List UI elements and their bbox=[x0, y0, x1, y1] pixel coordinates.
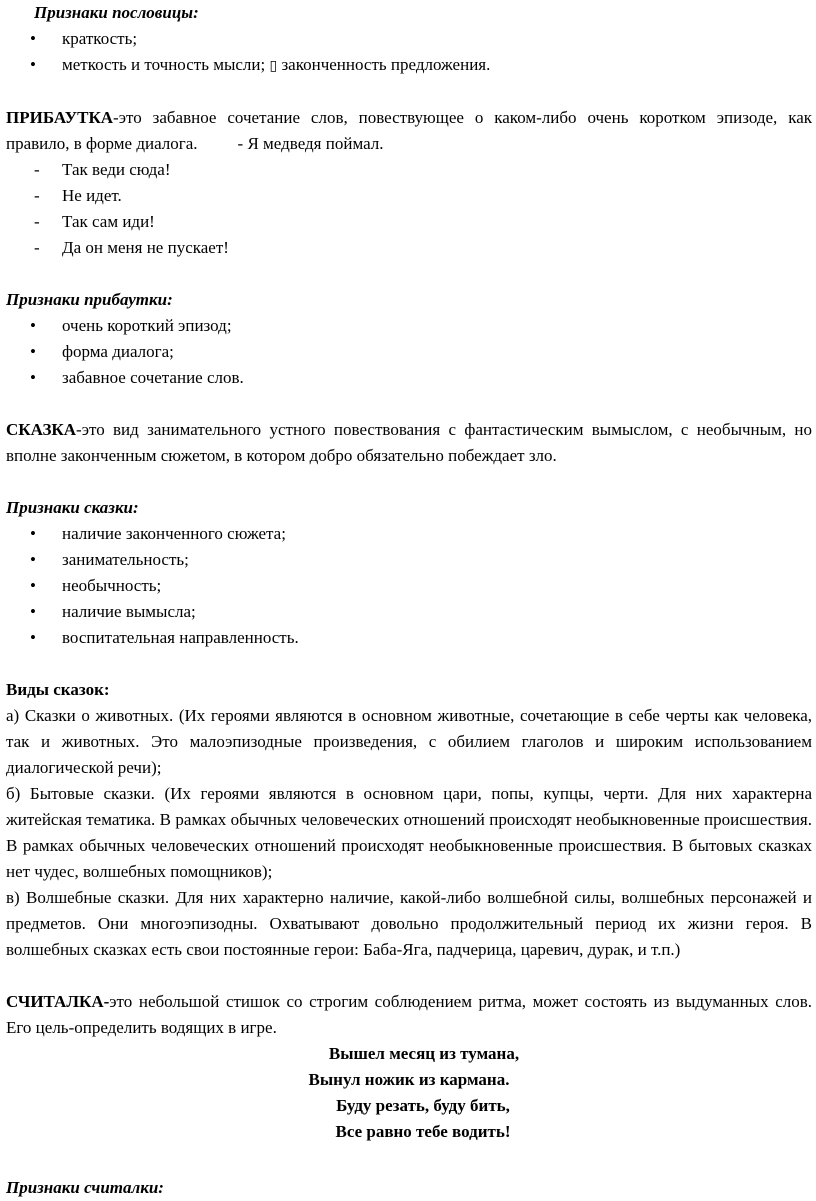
poem-line: Вышел месяц из тумана, bbox=[328, 1044, 520, 1063]
list-item-text: законченность предложения. bbox=[281, 55, 491, 74]
pributka-dialog bbox=[6, 157, 812, 261]
list-item: • наличие законченного сюжета; bbox=[6, 521, 812, 547]
list-item: • наличие вымысла; bbox=[6, 599, 812, 625]
list-item: • занимательность; bbox=[6, 547, 812, 573]
proverb-features-heading: Признаки пословицы: bbox=[34, 3, 199, 22]
dialog-first-line: - Я медведя поймал. bbox=[237, 134, 384, 153]
definition-text: -это забавное сочетание слов, повествующее о каком-либо очень коротком эпизоде, как правило, в форме диалога. bbox=[6, 108, 812, 153]
skazka-type-household: б) Бытовые сказки. (Их героями являются в основном цари, попы, купцы, черти. Для них характерна житейская тематика. В рамках обычных человеческих отношений происходят необыкновенные происшествия. В рамках обычных человеческих отношений происходят необыкновенные происшествия. В бытовых сказках нет чудес, волшебных помощников); bbox=[6, 784, 812, 881]
definition-text: -это вид занимательного устного повествования с фантастическим вымыслом, с необычным, но вполне законченным сюжетом, в котором добро обязательно побеждает зло. bbox=[6, 420, 812, 465]
term: СКАЗКА bbox=[6, 420, 77, 439]
missing-glyph-icon: ▯ bbox=[269, 58, 278, 74]
list-item: • краткость; bbox=[6, 26, 812, 52]
list-item: • очень короткий эпизод; bbox=[6, 313, 812, 339]
list-item: - Так веди сюда! bbox=[6, 157, 812, 183]
skazka-type-animals: а) Сказки о животных. (Их героями являются в основном животные, сочетающие в себе черты как человека, так и животных. Это малоэпизодные произведения, с обилием глаголов и широким использованием диалогической речи); bbox=[6, 706, 812, 777]
list-item: - Так сам иди! bbox=[6, 209, 812, 235]
term: ПРИБАУТКА bbox=[6, 108, 114, 127]
list-item: • форма диалога; bbox=[6, 339, 812, 365]
schitalka-features-heading: Признаки считалки: bbox=[6, 1178, 164, 1197]
skazka-types-heading: Виды сказок: bbox=[6, 680, 110, 699]
list-item: • забавное сочетание слов. bbox=[6, 365, 812, 391]
skazka-definition bbox=[6, 417, 812, 469]
schitalka-poem bbox=[6, 1041, 812, 1145]
definition-text: это небольшой стишок со строгим соблюдением ритма, может состоять из выдуманных слов. Его цель-определить водящих в игре. bbox=[6, 992, 812, 1037]
poem-line: Все равно тебе водить! bbox=[335, 1122, 511, 1141]
poem-line: Буду резать, буду бить, bbox=[336, 1096, 510, 1115]
list-item: • необычность; bbox=[6, 573, 812, 599]
skazka-type-magic: в) Волшебные сказки. Для них характерно наличие, какой-либо волшебной силы, волшебных персонажей и предметов. Они многоэпизодны. Охватывают довольно продолжительный период их жизни героя. В волшебных сказках есть свои постоянные герои: Баба-Яга, падчерица, царевич, дурак, и т.п.) bbox=[6, 888, 812, 959]
poem-line: Вынул ножик из кармана. bbox=[308, 1070, 510, 1089]
list-item-text: меткость и точность мысли; bbox=[62, 55, 266, 74]
pributka-features-heading: Признаки прибаутки: bbox=[6, 290, 173, 309]
pributka-definition bbox=[6, 105, 812, 157]
term: СЧИТАЛКА- bbox=[6, 992, 110, 1011]
list-item bbox=[6, 52, 812, 79]
proverb-features-list bbox=[6, 26, 812, 79]
list-item: • воспитательная направленность. bbox=[6, 625, 812, 651]
skazka-features-list bbox=[6, 521, 812, 651]
document-page bbox=[6, 0, 812, 1201]
skazka-features-heading: Признаки сказки: bbox=[6, 498, 139, 517]
list-item: - Не идет. bbox=[6, 183, 812, 209]
schitalka-definition bbox=[6, 989, 812, 1041]
list-item: - Да он меня не пускает! bbox=[6, 235, 812, 261]
pributka-features-list bbox=[6, 313, 812, 391]
